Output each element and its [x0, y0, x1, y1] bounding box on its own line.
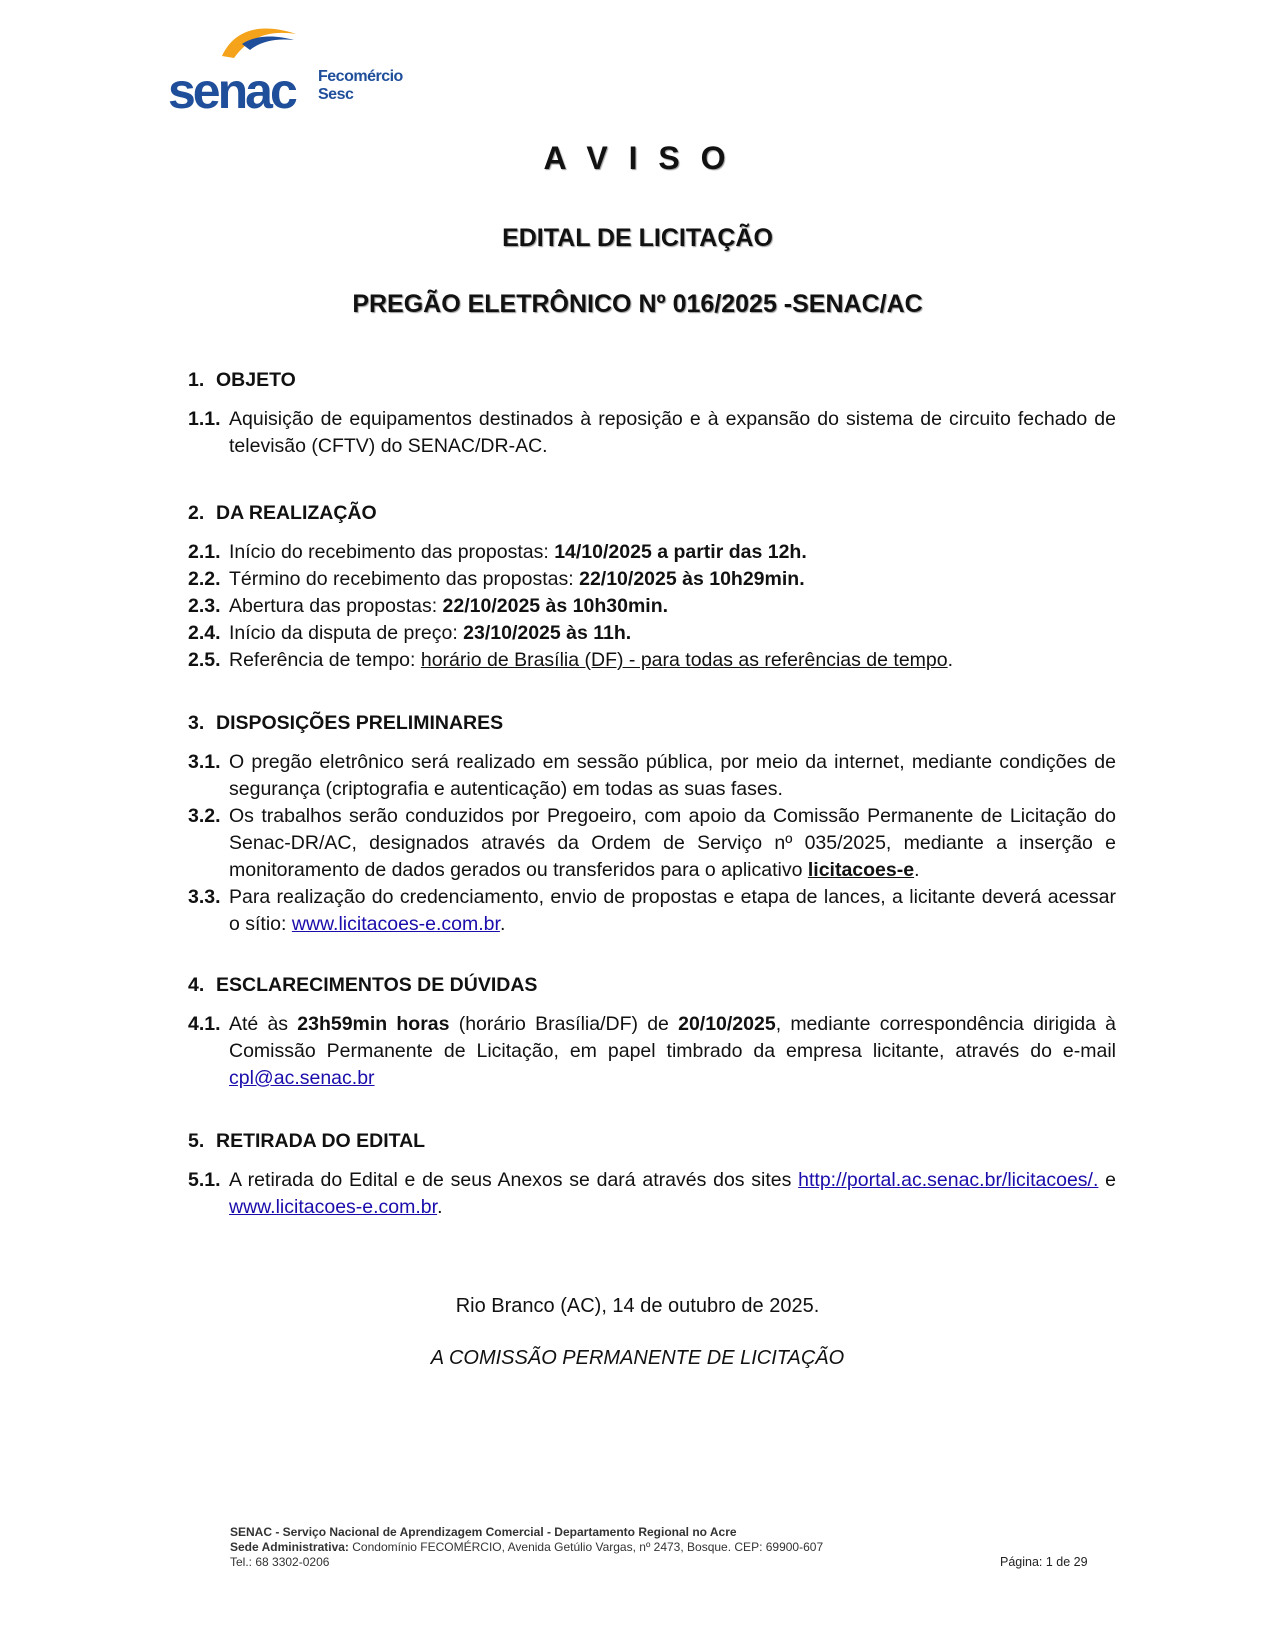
- title-aviso: A V I S O: [543, 140, 732, 176]
- logo-partner-line1: Fecomércio: [318, 68, 403, 85]
- item-number: 2.1.: [188, 541, 221, 563]
- list-item: [188, 884, 1116, 938]
- item-end: .: [499, 913, 506, 935]
- list-item: [188, 539, 1116, 566]
- section-title: OBJETO: [216, 369, 296, 391]
- item-label: Abertura das propostas:: [229, 595, 443, 617]
- item-label: Referência de tempo:: [229, 649, 421, 671]
- item-value: horário de Brasília (DF) - para todas as referências de tempo: [420, 649, 948, 671]
- section-number: 1.: [188, 369, 205, 391]
- list-item: [188, 620, 1116, 647]
- item-number: 3.2.: [188, 805, 221, 827]
- section-heading: [188, 1128, 1116, 1155]
- item-text: A retirada do Edital e de seus Anexos se dará através dos sites: [229, 1169, 799, 1191]
- deadline-date: 20/10/2025: [678, 1013, 776, 1035]
- item-value: 14/10/2025 a partir das 12h.: [554, 541, 807, 563]
- app-name: licitacoes-e: [807, 859, 915, 881]
- section-number: 5.: [188, 1130, 205, 1152]
- item-number: 3.1.: [188, 751, 221, 773]
- item-number: 2.5.: [188, 649, 221, 671]
- place-date: Rio Branco (AC), 14 de outubro de 2025.: [455, 1295, 820, 1317]
- item-text: Aquisição de equipamentos destinados à reposição e à expansão do sistema de circuito fechado de televisão (CFTV) do SENAC/DR-AC.: [229, 408, 1116, 457]
- footer-address: Condomínio FECOMÉRCIO, Avenida Getúlio Vargas, nº 2473, Bosque. CEP: 69900-607: [348, 1540, 824, 1554]
- item-label: Início da disputa de preço:: [229, 622, 464, 644]
- item-label: Término do recebimento das propostas:: [229, 568, 580, 590]
- item-label: Início do recebimento das propostas:: [229, 541, 555, 563]
- item-end: .: [914, 859, 920, 881]
- section-title: DA REALIZAÇÃO: [216, 502, 377, 524]
- senac-logo: [168, 22, 428, 119]
- section-title: RETIRADA DO EDITAL: [216, 1130, 426, 1152]
- list-item: [188, 1167, 1116, 1221]
- section-heading: [188, 972, 1116, 999]
- item-value: 22/10/2025 às 10h30min.: [442, 595, 669, 617]
- section-heading: [188, 710, 1116, 737]
- email-link[interactable]: cpl@ac.senac.br: [229, 1067, 375, 1089]
- section-number: 2.: [188, 502, 205, 524]
- section-heading: [188, 367, 1116, 394]
- item-number: 3.3.: [188, 886, 221, 908]
- item-number: 1.1.: [188, 408, 221, 430]
- title-pregao: PREGÃO ELETRÔNICO Nº 016/2025 -SENAC/AC: [352, 290, 923, 318]
- senac-swoosh-icon: [220, 22, 298, 62]
- logo-partner: [318, 68, 403, 104]
- section-realizacao: [188, 500, 1116, 674]
- footer-line1: SENAC - Serviço Nacional de Aprendizagem Comercial - Departamento Regional no Acre: [230, 1525, 737, 1539]
- footer-line3: Tel.: 68 3302-0206: [230, 1555, 330, 1569]
- logo-wordmark: senac: [168, 63, 295, 119]
- deadline-time: 23h59min horas: [297, 1013, 450, 1035]
- licitacoes-link[interactable]: www.licitacoes-e.com.br: [229, 1196, 438, 1218]
- section-number: 4.: [188, 974, 205, 996]
- list-item: [188, 593, 1116, 620]
- item-end: .: [437, 1196, 443, 1218]
- item-number: 4.1.: [188, 1013, 221, 1035]
- logo-partner-line2: Sesc: [318, 86, 354, 103]
- item-text: Para realização do credenciamento, envio de propostas e etapa de lances, a licitante deverá acessar o sítio:: [229, 886, 1116, 935]
- section-title: DISPOSIÇÕES PRELIMINARES: [216, 712, 504, 734]
- section-disposicoes: [188, 710, 1116, 938]
- item-number: 2.3.: [188, 595, 221, 617]
- item-text: e: [1098, 1169, 1116, 1191]
- item-text: Até às: [229, 1013, 298, 1035]
- licitacoes-link[interactable]: www.licitacoes-e.com.br: [291, 913, 500, 935]
- list-item: [188, 566, 1116, 593]
- title-edital: EDITAL DE LICITAÇÃO: [502, 224, 773, 252]
- section-heading: [188, 500, 1116, 527]
- item-value: 23/10/2025 às 11h.: [463, 622, 632, 644]
- list-item: [188, 647, 1116, 674]
- item-text: , mediante correspondência dirigida à Comissão Permanente de Licitação, em papel timbrado da empresa licitante, através do e-mail: [229, 1013, 1116, 1062]
- footer-label: Sede Administrativa:: [230, 1540, 349, 1554]
- item-text: Os trabalhos serão conduzidos por Pregoeiro, com apoio da Comissão Permanente de Licitação do Senac-DR/AC, designados através da Ordem de Serviço nº 035/2025, mediante a inserção e monitoramento de dados gerados ou transferidos para o aplicativo: [229, 805, 1116, 881]
- list-item: [188, 1011, 1116, 1092]
- portal-link[interactable]: http://portal.ac.senac.br/licitacoes/.: [798, 1169, 1099, 1191]
- section-esclarecimentos: [188, 972, 1116, 1092]
- section-objeto: [188, 367, 1116, 460]
- signature: A COMISSÃO PERMANENTE DE LICITAÇÃO: [430, 1347, 845, 1369]
- item-end: .: [947, 649, 954, 671]
- section-retirada: [188, 1128, 1116, 1221]
- list-item: [188, 803, 1116, 884]
- list-item: [188, 406, 1116, 460]
- footer: [230, 1525, 823, 1570]
- item-value: 22/10/2025 às 10h29min.: [579, 568, 805, 590]
- item-text: O pregão eletrônico será realizado em sessão pública, por meio da internet, mediante condições de segurança (criptografia e autenticação) em todas as suas fases.: [229, 751, 1116, 800]
- section-number: 3.: [188, 712, 205, 734]
- page-number: Página: 1 de 29: [1000, 1555, 1088, 1569]
- item-number: 2.2.: [188, 568, 221, 590]
- item-number: 2.4.: [188, 622, 221, 644]
- footer-line2: [230, 1540, 823, 1555]
- list-item: [188, 749, 1116, 803]
- item-number: 5.1.: [188, 1169, 221, 1191]
- section-title: ESCLARECIMENTOS DE DÚVIDAS: [216, 974, 538, 996]
- item-text: (horário Brasília/DF) de: [449, 1013, 679, 1035]
